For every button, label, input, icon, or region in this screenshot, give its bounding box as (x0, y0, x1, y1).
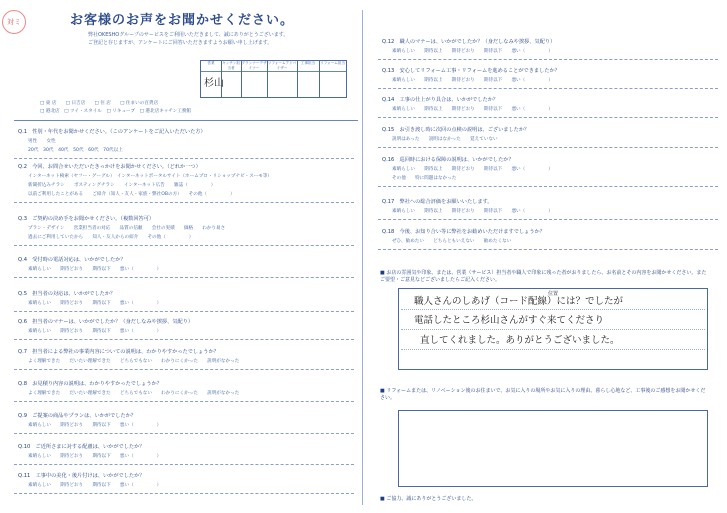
left-question-4: Q.4 受付時の電話対応は、いかがでしたか？ (18, 257, 126, 263)
staff-header-planner: プランナーデザイナー (241, 61, 268, 97)
left-options-4-1[interactable]: 素晴らしい 期待どおり 期待以下 悪い（ ） (28, 267, 162, 272)
staff-header-kitchen: キッチン担当者 (221, 61, 242, 97)
left-question-6: Q.6 担当者のマナーは、いかがでしたか？（身だしなみや挨拶、気配り） (18, 319, 194, 325)
left-options-5-1[interactable]: 素晴らしい 期待どおり 期待以下 悪い（ ） (28, 301, 162, 306)
left-question-9: Q.9 ご提案の商品やプランは、いかがでしたか？ (18, 413, 136, 419)
staff-header-reform: リフォーム担当 (320, 61, 345, 65)
right-question-4: Q.15 お引き渡し時に次回の点検の説明は、ございましたか？ (382, 127, 530, 133)
left-options-2-2[interactable]: 新聞折込みチラシ ポスティングチラシ インターネット広告 雑誌（ ） (28, 183, 216, 188)
staff-box (200, 60, 347, 98)
feedback-prompt: ■ お店の雰囲気や印象、または、営業（サービス）担当者や職人で印象に残った者がおりましたら、お名前とその内容をお聞かせください。またご要望・ご意見などございましたらご記入ください。 (380, 270, 707, 283)
left-question-1: Q.1 性別・年代をお聞かせください。（このアンケートをご記入いただいた方） (18, 129, 206, 135)
staff-header-sales: 営業 (201, 61, 222, 97)
left-options-6-1[interactable]: 素晴らしい 期待どおり 期待以下 悪い（ ） (28, 329, 162, 334)
divider (14, 120, 358, 121)
left-question-3: Q.3 ご契約の決め手をお聞かせください。（複数回答可） (18, 216, 155, 222)
left-options-1-2[interactable]: 20代 30代 40代 50代 60代 70代以上 (28, 148, 123, 153)
branch-checks-row-2: □ 港北店 □ ツイ・スタイル □ リキューブ □ 港北店キッチン工務館 (40, 109, 192, 114)
left-question-2: Q.2 今回、お問合せいただいたきっかけをお聞かせください。（どれか一つ） (18, 164, 201, 170)
left-options-2-3[interactable]: 以前ご利用したことがある ご紹介（知人・友人・家族・弊社OBの方） その他（ ） (28, 192, 235, 197)
branch-checks-row-1: □ 東 店 □ 日吉店 □ 住 店 □ 住まいの百貨店 (40, 101, 159, 106)
center-divider (362, 10, 363, 505)
left-options-2-1[interactable]: インターネット検索（ヤフー・グーグル） インターネットポータルサイト（ホームプロ・リショップナビ・スーモ等） (28, 174, 273, 179)
left-options-1-1[interactable]: 男性 女性 (28, 139, 56, 144)
left-question-5: Q.5 担当者の対応は、いかがでしたか？ (18, 291, 116, 297)
right-options-2-1[interactable]: 素晴らしい 期待以上 期待どおり 期待以下 悪い（ ） (392, 78, 553, 83)
left-options-10-1[interactable]: 素晴らしい 期待どおり 期待以下 悪い（ ） (28, 454, 162, 459)
footer-thanks: ■ ご協力、誠にありがとうございました。 (380, 496, 477, 502)
right-question-1: Q.12 職人のマナーは、いかがでしたか？（身だしなみや挨拶、気配り） (382, 39, 556, 45)
page-title: お客様のお声をお聞かせください。 (70, 13, 295, 28)
left-options-7-1[interactable]: よく理解できた だいたい理解できた どちらでもない わかりにくかった 説明がなかった (28, 359, 240, 364)
right-options-4-1[interactable]: 説明はあった 説明はなかった 覚えていない (392, 137, 498, 142)
reform-prompt: ■ リフォームまたは、リノベーション後のお住まいで、お気に入りの場所やお気に入りの理由、暮らし心地など、工事後のご感想をお聞かせください。 (380, 388, 706, 401)
right-question-2: Q.13 安心してリフォーム工事・リフォームを進めることができましたか？ (382, 68, 560, 74)
receipt-stamp: 対ミ (2, 10, 26, 34)
right-question-5: Q.16 巡回時における保障の説明は、いかがでしたか？ (382, 157, 514, 163)
right-options-7-1[interactable]: ぜひ、勧めたい どちらともいえない 勧めたくない (392, 239, 512, 244)
staff-header-construction: 工事担当 (297, 61, 320, 97)
right-question-6: Q.17 弊社への総合評価をお願いいたします。 (382, 199, 493, 205)
right-options-6-1[interactable]: 素晴らしい 期待以上 期待どおり 期待以下 悪い（ ） (392, 209, 553, 214)
left-options-11-1[interactable]: 素晴らしい 期待どおり 期待以下 悪い（ ） (28, 483, 162, 488)
reform-box (398, 410, 708, 487)
intro-line-1: 弊社OKESHOグループのサービスをご利用いただきまして、誠にありがとうございます。 (88, 32, 289, 38)
right-options-5-1[interactable]: 素晴らしい 期待以上 期待どおり 期待以下 悪い（ ） (392, 167, 553, 172)
left-question-11: Q.11 工事中の美化・後片付けは、いかがでしたか？ (18, 473, 145, 479)
left-options-9-1[interactable]: 素晴らしい 期待どおり 期待以下 悪い（ ） (28, 423, 162, 428)
left-options-3-2[interactable]: 過去にご利用していたから 知人・友人からの紹介 その他（ ） (28, 235, 194, 240)
right-options-3-1[interactable]: 素晴らしい 期待以上 期待どおり 期待以下 悪い（ ） (392, 107, 553, 112)
comment-line-2: 電話したところ杉山さんがすぐ来てくださり (414, 315, 605, 326)
comment-line-3: 直してくれました。ありがとうございました。 (420, 335, 620, 346)
left-question-7: Q.7 担当者による弊社の事業内容についての説明は、わかりやすかったでしょうか？ (18, 349, 219, 355)
intro-line-2: ご登記と存じますが、アンケートにご回答いただきますようお願い申し上げます。 (88, 40, 273, 46)
left-options-3-1[interactable]: プラン・デザイン 営業担当者の対応 品質の信頼 会社の実績 価格 わかり易さ (28, 226, 226, 231)
left-options-8-1[interactable]: よく理解できた だいたい理解できた どちらでもない わかりにくかった 説明がなかった (28, 391, 240, 396)
right-question-3: Q.14 工事の仕上がり具合は、いかがでしたか？ (382, 97, 499, 103)
right-question-7: Q.18 今後、お知り合い等に弊社をお勧めいただけますでしょうか？ (382, 229, 545, 235)
left-question-8: Q.8 お見積り内容の説明は、わかりやすかったでしょうか？ (18, 381, 162, 387)
left-question-10: Q.10 ご近所さまに対する配慮は、いかがでしたか？ (18, 444, 145, 450)
right-options-1-1[interactable]: 素晴らしい 期待以上 期待どおり 期待以下 悪い（ ） (392, 49, 553, 54)
staff-handwritten-name: 杉山 (204, 78, 224, 89)
staff-header-advisor: リフォームアドバイザー (267, 61, 298, 97)
comment-annotation: 位置 (548, 291, 559, 297)
comment-line-1: 職人さんのしあげ（コード配線）には？でしたが (414, 296, 624, 307)
right-options-5-2[interactable]: その他 特に問題はなかった (392, 176, 457, 181)
